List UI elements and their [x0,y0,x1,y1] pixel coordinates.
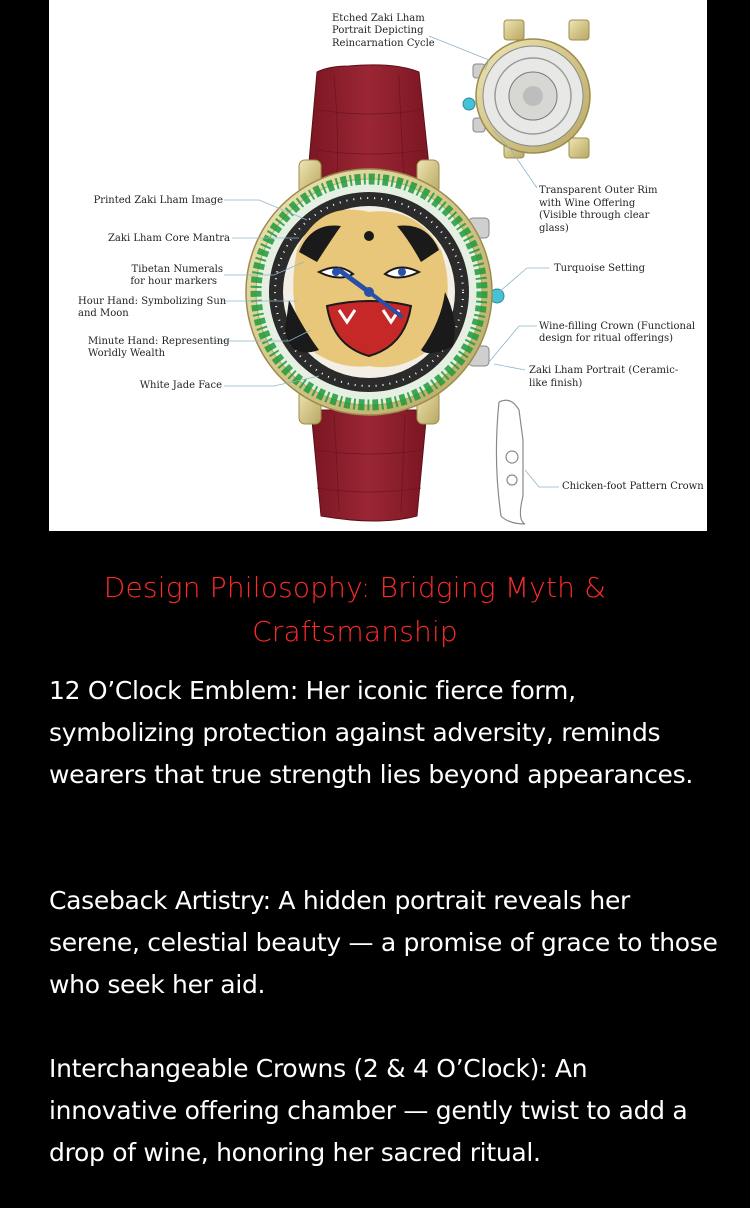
strap-bottom [311,410,427,521]
watch-design-illustration [49,0,707,531]
label-portrait-2: like finish) [529,378,583,389]
paragraph-emblem: 12 O’Clock Emblem: Her iconic fierce form, symbolizing protection against adversity, reminds wearers that true strength lies beyond appearances. [49,676,693,789]
label-etched-2: Portrait Depicting [332,25,424,36]
label-chicken-crown: Chicken-foot Pattern Crown [562,481,704,492]
label-etched-3: Reincarnation Cycle [332,38,435,49]
label-wine-crown-2: design for ritual offerings) [539,333,674,344]
label-printed-image: Printed Zaki Lham Image [93,195,223,206]
watch-diagram [49,0,707,531]
label-turquoise: Turquoise Setting [554,263,646,274]
label-portrait-1: Zaki Lham Portrait (Ceramic- [529,365,679,376]
paragraph-caseback: Caseback Artistry: A hidden portrait reveals her serene, celestial beauty — a promise of grace to those who seek her aid. [49,886,718,999]
label-rim-4: glass) [539,223,569,234]
label-numerals-1: Tibetan Numerals [131,264,223,275]
label-rim-2: with Wine Offering [539,198,636,209]
label-numerals-2: for hour markers [130,276,217,287]
side-profile-view [496,400,525,524]
section-heading: Design Philosophy: Bridging Myth & Craftsmanship [103,571,607,648]
label-rim-1: Transparent Outer Rim [539,185,658,196]
label-wine-crown-1: Wine-filling Crown (Functional [539,321,696,332]
label-core-mantra: Zaki Lham Core Mantra [107,233,230,244]
label-hour-hand-2: and Moon [78,308,129,319]
strap-top [307,65,431,185]
label-minute-hand-1: Minute Hand: Representing [88,336,230,347]
caseback-view [463,20,590,158]
label-hour-hand-1: Hour Hand: Symbolizing Sun [78,296,227,307]
paragraph-crowns: Interchangeable Crowns (2 & 4 O’Clock): An innovative offering chamber — gently twist to add a drop of wine, honoring her sacred ritual. [49,1054,688,1167]
label-minute-hand-2: Worldly Wealth [88,348,166,359]
label-etched-1: Etched Zaki Lham [332,13,425,24]
label-rim-3: (Visible through clear [539,210,650,221]
label-jade-face: White Jade Face [139,380,222,391]
